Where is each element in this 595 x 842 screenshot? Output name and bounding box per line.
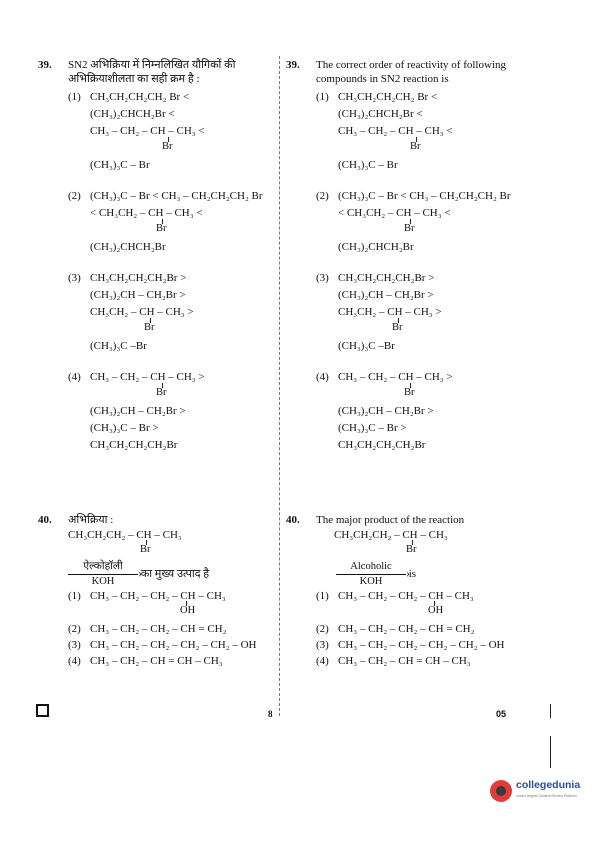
question-39-english: [286, 58, 536, 454]
question-text: अभिक्रिया :: [68, 514, 114, 526]
question-40-hindi: 40. अभिक्रिया : CH₃CH₂CH₂ – CH – CH₃ Br ऐल्कोहॉली › KOH का मुख्य उत्पाद है (1) CH₃ – CH₂ – CH₂ – CH – CH₃ OH (2) CH₃ – CH₂ – CH₂ – CH = CH₂ (3) CH₃ – CH₂ – CH₂ – CH₂ – CH₂ – OH (4) CH₃ – CH₂ – CH = CH – CH₃: [38, 513, 273, 669]
option-2: (2) (CH₃)₃C – Br < CH₃ – CH₂CH₂CH₂ Br < CH₃CH₂ – CH – CH₃ < Br (CH₃)₂CHCH₂Br: [68, 190, 263, 253]
brand-tagline: India's largest Student Review Platform: [516, 794, 577, 798]
option-1: (1) CH₃CH₂CH₂CH₂ Br < (CH₃)₂CHCH₂Br < CH₃ – CH₂ – CH – CH₃ < Br (CH₃)₃C – Br: [68, 91, 205, 171]
option-1: (1) CH₃CH₂CH₂CH₂ Br < (CH₃)₂CHCH₂Br < CH₃ – CH₂ – CH – CH₃ < Br (CH₃)₃C – Br: [316, 91, 453, 171]
question-text: SN2 अभिक्रिया में निम्नलिखित यौगिकों की अभिक्रियाशीलता का सही क्रम है :: [68, 59, 236, 85]
question-text: The correct order of reactivity of following compounds in SN2 reaction is: [316, 59, 506, 85]
question-number: 40.: [38, 514, 52, 526]
question-39-hindi: [38, 58, 273, 454]
margin-line: [550, 704, 551, 718]
registration-mark: [36, 704, 49, 717]
question-40-english: 40. The major product of the reaction CH₃CH₂CH₂ – CH – CH₃ Br Alcoholic › KOH is (1) CH₃ – CH₂ – CH₂ – CH – CH₃ OH (2) CH₃ – CH₂ – CH₂ – CH = CH₂ (3) CH₃ – CH₂ – CH₂ – CH₂ – CH₂ – OH (4) CH₃ – CH₂ – CH = CH – CH₃: [286, 513, 536, 669]
question-number: 39.: [38, 59, 52, 71]
brand-name: collegedunia: [516, 779, 581, 791]
column-divider: [279, 56, 280, 716]
option-4: (4) CH₃ – CH₂ – CH – CH₃ > Br (CH₃)₂CH – CH₂Br > (CH₃)₃C – Br > CH₃CH₂CH₂CH₂Br: [316, 371, 453, 451]
option-2: (2) (CH₃)₃C – Br < CH₃ – CH₂CH₂CH₂ Br < CH₃CH₂ – CH – CH₃ < Br (CH₃)₂CHCH₂Br: [316, 190, 511, 253]
option-1: (1) CH₃ – CH₂ – CH₂ – CH – CH₃ OH: [316, 590, 474, 616]
margin-line: [550, 736, 551, 768]
question-number: 39.: [286, 59, 300, 71]
option-4: (4) CH₃ – CH₂ – CH – CH₃ > Br (CH₃)₂CH – CH₂Br > (CH₃)₃C – Br > CH₃CH₂CH₂CH₂Br: [68, 371, 205, 451]
reaction-arrow: ऐल्कोहॉली › KOH: [68, 561, 138, 588]
option-4: (4) CH₃ – CH₂ – CH = CH – CH₃: [316, 655, 471, 667]
question-number: 40.: [286, 514, 300, 526]
option-2: (2) CH₃ – CH₂ – CH₂ – CH = CH₂: [68, 623, 227, 635]
option-4: (4) CH₃ – CH₂ – CH = CH – CH₃: [68, 655, 223, 667]
option-2: (2) CH₃ – CH₂ – CH₂ – CH = CH₂: [316, 623, 475, 635]
reactant: CH₃CH₂CH₂ – CH – CH₃: [68, 529, 182, 541]
option-3: (3) CH₃ – CH₂ – CH₂ – CH₂ – CH₂ – OH: [68, 639, 257, 651]
reaction-arrow: Alcoholic › KOH: [336, 561, 406, 588]
option-3: (3) CH₃ – CH₂ – CH₂ – CH₂ – CH₂ – OH: [316, 639, 505, 651]
reactant: CH₃CH₂CH₂ – CH – CH₃: [334, 529, 448, 541]
brand-logo: [490, 780, 580, 802]
option-1: (1) CH₃ – CH₂ – CH₂ – CH – CH₃ OH: [68, 590, 226, 616]
page-number: 8: [268, 709, 273, 719]
booklet-code: 05: [496, 709, 507, 719]
option-3: (3) CH₃CH₂CH₂CH₂Br > (CH₃)₂CH – CH₂Br > CH₃CH₂ – CH – CH₃ > Br (CH₃)₃C –Br: [316, 272, 442, 352]
option-3: (3) CH₃CH₂CH₂CH₂Br > (CH₃)₂CH – CH₂Br > CH₃CH₂ – CH – CH₃ > Br (CH₃)₃C –Br: [68, 272, 194, 352]
question-text: The major product of the reaction: [316, 514, 465, 526]
logo-icon: [490, 780, 512, 802]
